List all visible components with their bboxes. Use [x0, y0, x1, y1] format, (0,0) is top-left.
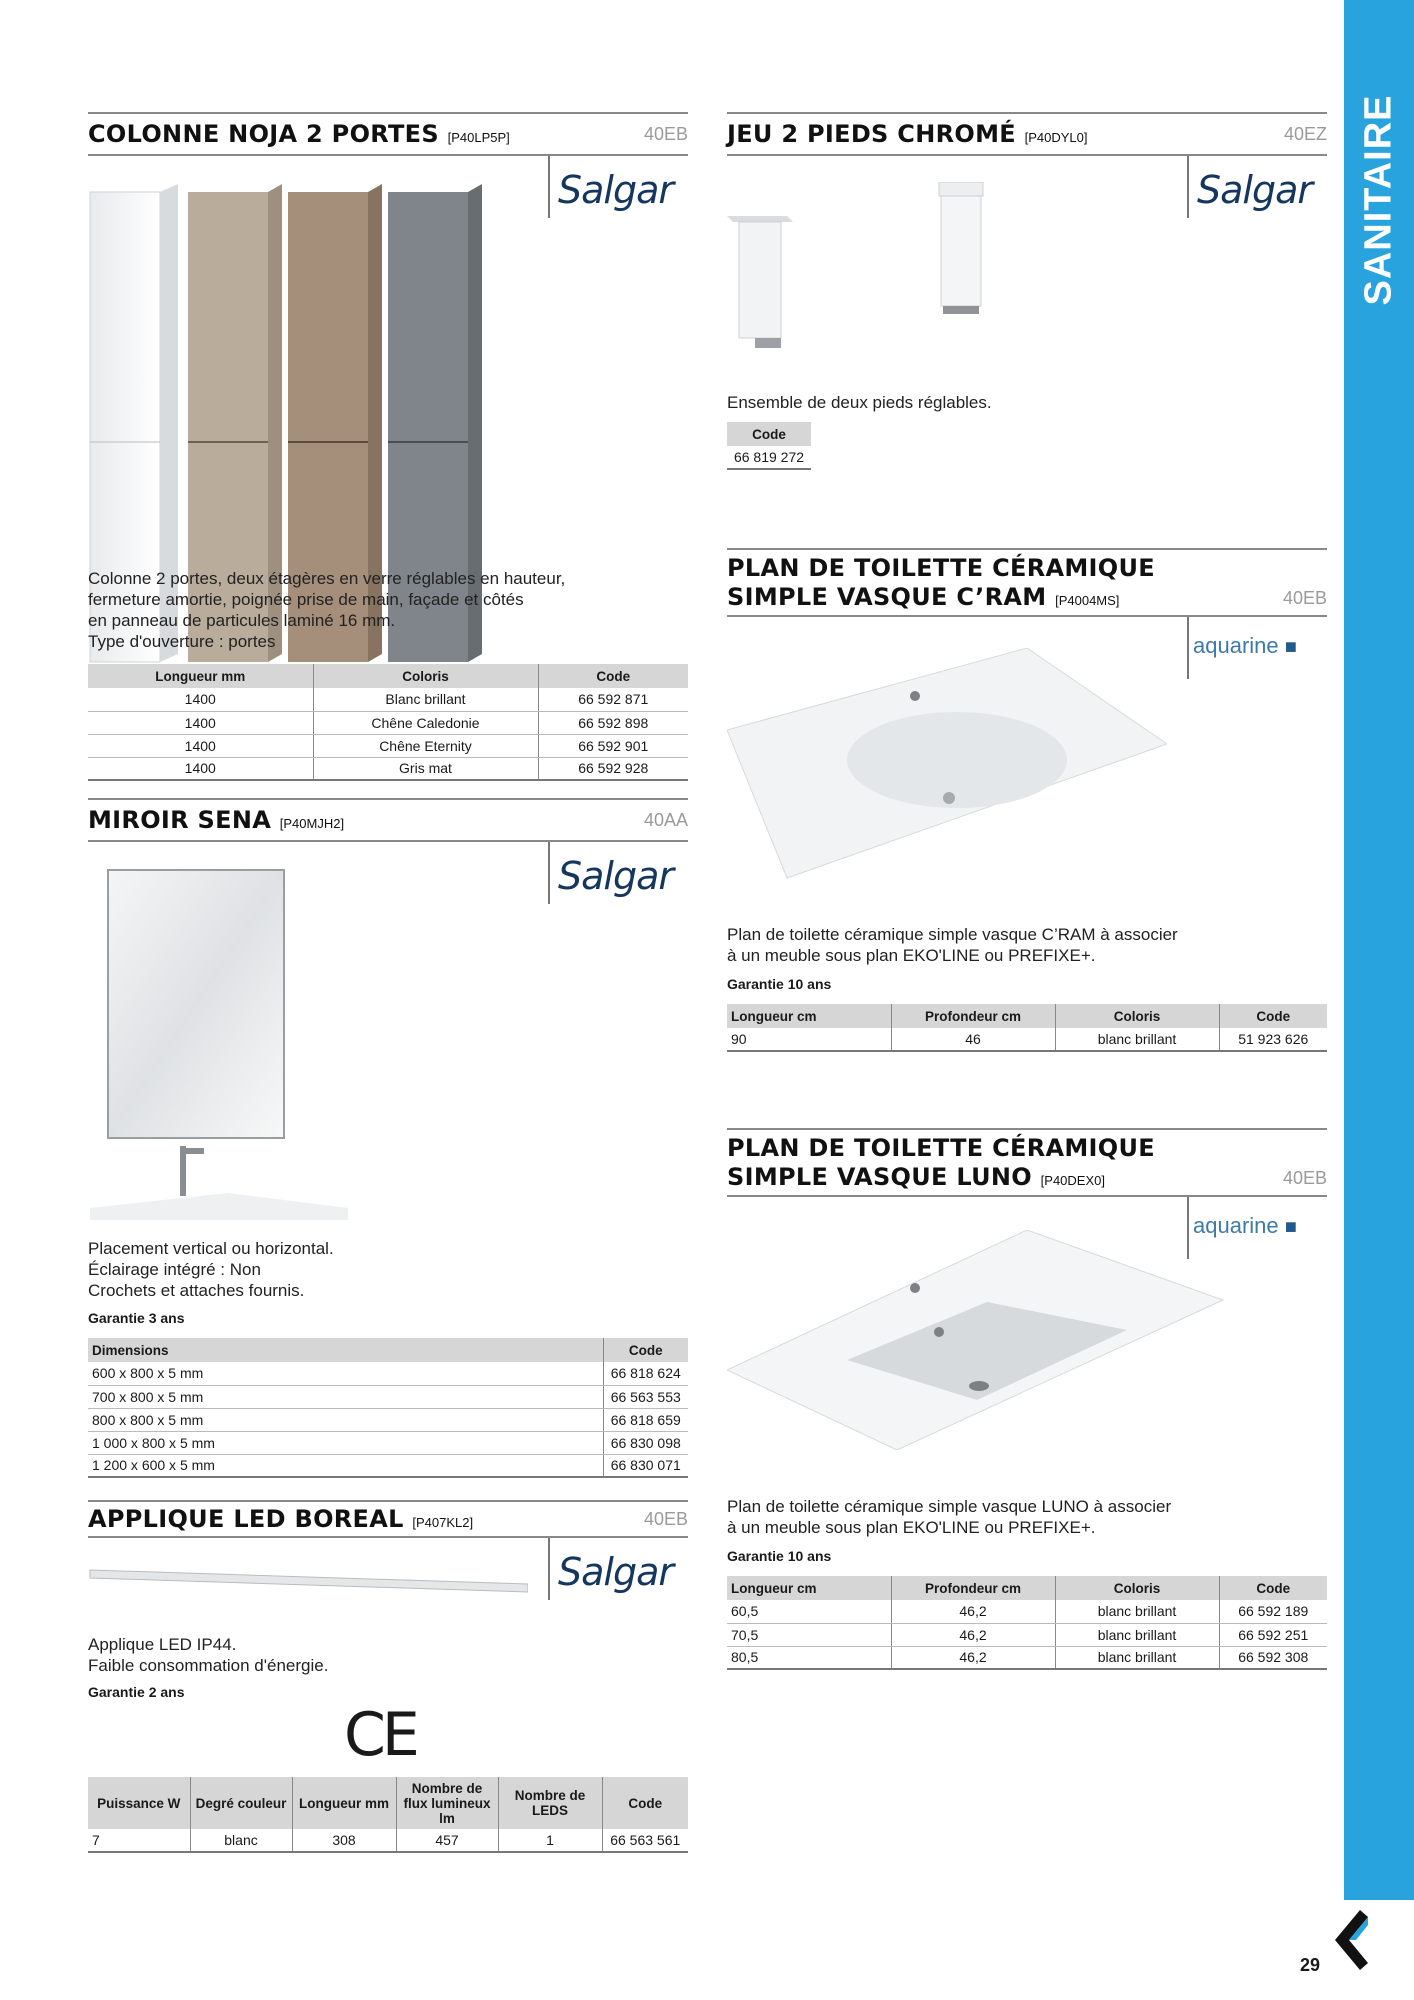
section-luno — [727, 1128, 1327, 1688]
table-cell: 1 200 x 600 x 5 mm — [88, 1454, 603, 1477]
spec-table — [88, 1777, 688, 1853]
brand-logo-aquarine: aquarine ■ — [1187, 1197, 1327, 1259]
table-cell: 66 592 898 — [538, 711, 688, 734]
section-applique — [88, 1500, 688, 1860]
table-row — [727, 446, 811, 469]
table-cell: 46,2 — [891, 1600, 1055, 1623]
table-row — [88, 1408, 688, 1431]
section-colonne — [88, 112, 688, 782]
table-cell: Gris mat — [313, 757, 538, 780]
section-title: PLAN DE TOILETTE CÉRAMIQUE SIMPLE VASQUE C’RAM [P4004MS] — [727, 554, 1155, 611]
table-row — [88, 1454, 688, 1477]
table-header-cell: Profondeur cm — [891, 1576, 1055, 1600]
product-image-plan-cram — [727, 648, 1167, 888]
table-cell: 80,5 — [727, 1646, 891, 1669]
brand-logo-salgar: Salgar — [548, 156, 688, 218]
table-cell: 66 592 251 — [1219, 1623, 1327, 1646]
table-cell: 66 592 189 — [1219, 1600, 1327, 1623]
table-cell: 800 x 800 x 5 mm — [88, 1408, 603, 1431]
table-cell: 66 818 624 — [603, 1362, 688, 1385]
section-description: Plan de toilette céramique simple vasque LUNO à associer à un meuble sous plan EKO'LINE ou PREFIXE+. — [727, 1497, 1172, 1537]
section-description: Placement vertical ou horizontal. Éclairage intégré : Non Crochets et attaches fournis. — [88, 1239, 334, 1300]
ce-mark: CE — [344, 1700, 416, 1770]
table-row — [88, 1385, 688, 1408]
table-header-cell: Longueur mm — [292, 1777, 396, 1829]
section-cram — [727, 548, 1327, 1058]
product-image-plan-luno — [727, 1230, 1227, 1450]
table-row — [88, 688, 688, 711]
section-title: JEU 2 PIEDS CHROMÉ [P40DYL0] — [727, 120, 1088, 148]
warranty-label: Garantie 3 ans — [88, 1310, 185, 1326]
page-number: 29 — [1300, 1955, 1321, 1975]
section-title: PLAN DE TOILETTE CÉRAMIQUE SIMPLE VASQUE LUNO [P40DEX0] — [727, 1134, 1155, 1191]
brand-logo-salgar: Salgar — [548, 1538, 688, 1600]
table-header-cell: Dimensions — [88, 1338, 603, 1362]
table-cell: 46 — [891, 1028, 1055, 1051]
table-cell: 46,2 — [891, 1646, 1055, 1669]
table-header-cell: Longueur mm — [88, 664, 313, 688]
spec-table — [88, 664, 688, 781]
warranty-label: Garantie 10 ans — [727, 1548, 832, 1564]
page-corner-mark — [1330, 1905, 1370, 1975]
table-row — [88, 734, 688, 757]
table-header-cell: Nombre de flux lumineux lm — [396, 1777, 498, 1829]
table-cell: 1 000 x 800 x 5 mm — [88, 1431, 603, 1454]
section-description: Ensemble de deux pieds réglables. — [727, 393, 992, 412]
brand-logo-aquarine: aquarine ■ — [1187, 617, 1327, 679]
aquarine-icon: ■ — [1284, 636, 1297, 658]
spec-table — [727, 1576, 1327, 1670]
table-header-cell: Coloris — [1055, 1004, 1219, 1028]
table-header-cell: Longueur cm — [727, 1576, 891, 1600]
table-row — [727, 1028, 1327, 1051]
table-row — [727, 1646, 1327, 1669]
table-row — [88, 1362, 688, 1385]
section-code: 40EB — [1282, 588, 1327, 608]
table-cell: 70,5 — [727, 1623, 891, 1646]
section-title: APPLIQUE LED BOREAL [P407KL2] — [88, 1505, 474, 1533]
section-code: 40EZ — [1283, 124, 1327, 144]
table-cell: blanc brillant — [1055, 1646, 1219, 1669]
section-pieds — [727, 112, 1327, 492]
table-row — [88, 711, 688, 734]
section-title: MIROIR SENA [P40MJH2] — [88, 806, 345, 834]
spec-table — [88, 1338, 688, 1478]
table-row — [88, 1431, 688, 1454]
table-cell: 46,2 — [891, 1623, 1055, 1646]
product-image-pieds — [727, 182, 1007, 382]
table-cell: 1400 — [88, 757, 313, 780]
table-header-cell: Coloris — [1055, 1576, 1219, 1600]
table-cell: 7 — [88, 1829, 190, 1852]
table-cell: 700 x 800 x 5 mm — [88, 1385, 603, 1408]
table-cell: 51 923 626 — [1219, 1028, 1327, 1051]
table-header-cell: Degré couleur — [190, 1777, 292, 1829]
table-cell: 66 818 659 — [603, 1408, 688, 1431]
section-code: 40EB — [643, 1509, 688, 1529]
table-cell: blanc brillant — [1055, 1028, 1219, 1051]
table-cell: 66 563 553 — [603, 1385, 688, 1408]
table-header-cell: Puissance W — [88, 1777, 190, 1829]
table-header-cell: Code — [1219, 1004, 1327, 1028]
section-title: COLONNE NOJA 2 PORTES [P40LP5P] — [88, 120, 510, 148]
table-cell: 66 592 928 — [538, 757, 688, 780]
section-description: Applique LED IP44. Faible consommation d'énergie. — [88, 1635, 329, 1675]
table-cell: 66 830 098 — [603, 1431, 688, 1454]
table-header-cell: Coloris — [313, 664, 538, 688]
table-cell: 1400 — [88, 711, 313, 734]
table-cell: 1400 — [88, 734, 313, 757]
table-header-cell: Code — [602, 1777, 688, 1829]
table-header-cell: Code — [727, 422, 811, 446]
table-cell: blanc brillant — [1055, 1600, 1219, 1623]
table-header-cell: Code — [1219, 1576, 1327, 1600]
section-miroir — [88, 798, 688, 1498]
table-cell: 1400 — [88, 688, 313, 711]
table-cell: 66 592 871 — [538, 688, 688, 711]
table-cell: 66 819 272 — [727, 446, 811, 469]
section-code: 40EB — [643, 124, 688, 144]
table-cell: blanc — [190, 1829, 292, 1852]
section-code: 40AA — [643, 810, 688, 830]
table-row — [88, 1829, 688, 1852]
table-cell: 60,5 — [727, 1600, 891, 1623]
table-cell: 308 — [292, 1829, 396, 1852]
table-cell: 90 — [727, 1028, 891, 1051]
brand-logo-salgar: Salgar — [548, 842, 688, 904]
product-image-miroir — [88, 868, 348, 1228]
table-cell: Blanc brillant — [313, 688, 538, 711]
table-cell: Chêne Caledonie — [313, 711, 538, 734]
table-cell: Chêne Eternity — [313, 734, 538, 757]
section-description: Plan de toilette céramique simple vasque C’RAM à associer à un meuble sous plan EKO'LINE ou PREFIXE+. — [727, 925, 1178, 965]
table-cell: 457 — [396, 1829, 498, 1852]
section-code: 40EB — [1282, 1168, 1327, 1188]
table-cell: 66 830 071 — [603, 1454, 688, 1477]
table-cell: 66 592 308 — [1219, 1646, 1327, 1669]
spec-table — [727, 1004, 1327, 1052]
warranty-label: Garantie 10 ans — [727, 976, 832, 992]
table-row — [727, 1623, 1327, 1646]
table-header-cell: Nombre de LEDS — [498, 1777, 602, 1829]
product-image-applique — [88, 1562, 528, 1602]
aquarine-icon: ■ — [1284, 1216, 1297, 1238]
table-cell: 600 x 800 x 5 mm — [88, 1362, 603, 1385]
table-cell: blanc brillant — [1055, 1623, 1219, 1646]
warranty-label: Garantie 2 ans — [88, 1684, 185, 1700]
brand-logo-salgar: Salgar — [1187, 156, 1327, 218]
table-header-cell: Code — [603, 1338, 688, 1362]
table-cell: 66 563 561 — [602, 1829, 688, 1852]
table-header-cell: Code — [538, 664, 688, 688]
spec-table — [727, 422, 811, 470]
table-row — [88, 757, 688, 780]
table-header-cell: Longueur cm — [727, 1004, 891, 1028]
table-row — [727, 1600, 1327, 1623]
table-header-cell: Profondeur cm — [891, 1004, 1055, 1028]
sidebar-label: SANITAIRE — [1357, 94, 1400, 306]
section-description: Colonne 2 portes, deux étagères en verre réglables en hauteur, fermeture amortie, poignée prise de main, façade et côtés en panneau de particules laminé 16 mm. Type d'ouverture : portes — [88, 569, 566, 651]
table-cell: 1 — [498, 1829, 602, 1852]
table-cell: 66 592 901 — [538, 734, 688, 757]
